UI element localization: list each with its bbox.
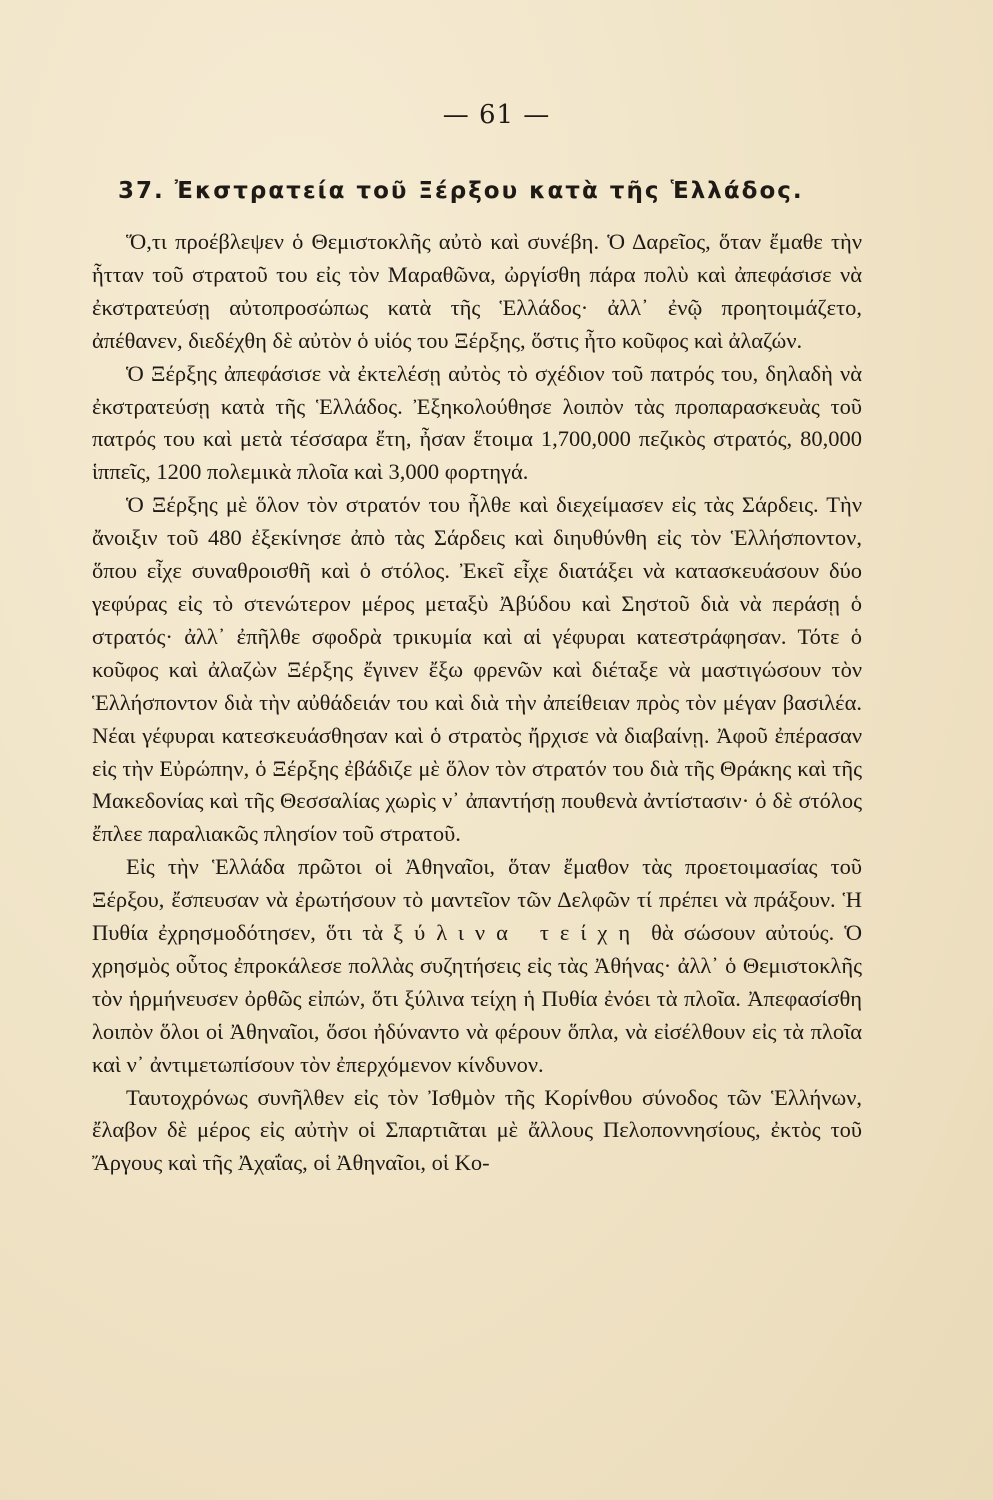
chapter-heading: 37. Ἐκστρατεία τοῦ Ξέρξου κατὰ τῆς Ἑλλάδος.: [118, 178, 804, 204]
paragraph: Ταυτοχρόνως συνῆλθεν εἰς τὸν Ἰσθμὸν τῆς Κορίνθου σύνοδος τῶν Ἑλλήνων, ἔλαβον δὲ μέρος εἰς αὐτὴν οἱ Σπαρτιᾶται μὲ ἄλλους Πελοποννησίους, ἐκτὸς τοῦ Ἄργους καὶ τῆς Ἀχαΐας, οἱ Ἀθηναῖοι, οἱ Κο-: [92, 1084, 862, 1176]
paragraph: Ὅ,τι προέβλεψεν ὁ Θεμιστοκλῆς αὐτὸ καὶ συνέβη. Ὁ Δαρεῖος, ὅταν ἔμαθε τὴν ἧτταν τοῦ στρατοῦ του εἰς τὸν Μαραθῶνα, ὠργίσθη πάρα πολὺ καὶ ἀπεφάσισε νὰ ἐκστρατεύσῃ αὐτοπροσώπως κατὰ τῆς Ἑλλάδος· ἀλλ᾿ ἐνῷ προητοιμάζετο, ἀπέθανεν, διεδέχθη δὲ αὐτὸν ὁ υἱός του Ξέρξης, ὅστις ἦτο κοῦφος καὶ ἀλαζών.: [92, 229, 862, 353]
paragraph-text: Εἰς τὴν Ἑλλάδα πρῶτοι οἱ Ἀθηναῖοι, ὅταν ἔμαθον τὰς προετοιμασίας τοῦ Ξέρξου, ἔσπευσαν νὰ ἐρωτήσουν τὸ μαντεῖον τῶν Δελφῶν τί πρέπει νὰ πράξουν. Ἡ Πυθία ἐχρησμοδότησεν, ὅτι τὰ: [92, 854, 862, 946]
paragraph: Ὁ Ξέρξης ἀπεφάσισε νὰ ἐκτελέσῃ αὐτὸς τὸ σχέδιον τοῦ πατρός του, δηλαδὴ νὰ ἐκστρατεύσῃ κατὰ τῆς Ἑλλάδος. Ἐξηκολούθησε λοιπὸν τὰς προπαρασκευὰς τοῦ πατρός του καὶ μετὰ τέσσαρα ἔτη, ἦσαν ἕτοιμα 1,700,000 πεζικὸς στρατός, 80,000 ἱππεῖς, 1200 πολεμικὰ πλοῖα καὶ 3,000 φορτηγά.: [92, 360, 862, 485]
paragraph: Ὁ Ξέρξης μὲ ὅλον τὸν στρατόν του ἦλθε καὶ διεχείμασεν εἰς τὰς Σάρδεις. Τὴν ἄνοιξιν τοῦ 480 ἐξεκίνησε ἀπὸ τὰς Σάρδεις καὶ διηυθύνθη εἰς τὸν Ἑλλήσποντον, ὅπου εἶχε συναθροισθῆ καὶ ὁ στόλος. Ἐκεῖ εἶχε διατάξει νὰ κατασκευάσουν δύο γεφύρας εἰς τὸ στενώτερον μέρος μεταξὺ Ἀβύδου καὶ Σηστοῦ διὰ νὰ περάσῃ ὁ στρατός· ἀλλ᾿ ἐπῆλθε σφοδρὰ τρικυμία καὶ αἱ γέφυραι κατεστράφησαν. Τότε ὁ κοῦφος καὶ ἀλαζὼν Ξέρξης ἔγινεν ἔξω φρενῶν καὶ διέταξε νὰ μαστιγώσουν τὸν Ἑλλήσποντον διὰ τὴν αὐθάδειάν του καὶ διὰ τὴν ἀπείθειαν πρὸς τὸν μέγαν βασιλέα. Νέαι γέφυραι κατεσκευάσθησαν καὶ ὁ στρατὸς ἤρχισε νὰ διαβαίνῃ. Ἀφοῦ ἐπέρασαν εἰς τὴν Εὐρώπην, ὁ Ξέρξης ἐβάδιζε μὲ ὅλον τὸν στρατόν του διὰ τῆς Θράκης καὶ τῆς Μακεδονίας καὶ τῆς Θεσσαλίας χωρὶς ν᾿ ἀπαντήσῃ πουθενὰ ἀντίστασιν· ὁ δὲ στόλος ἔπλεε παραλιακῶς πλησίον τοῦ στρατοῦ.: [92, 492, 862, 847]
emphasized-text: ξύλινα τείχη: [393, 920, 642, 946]
paragraph: [92, 851, 862, 1081]
paragraph-text: θὰ σώσουν αὐτούς. Ὁ χρησμὸς οὗτος ἐπροκάλεσε πολλὰς συζητήσεις εἰς τὰς Ἀθήνας· ἀλλ᾿ ὁ Θεμιστοκλῆς τὸν ἡρμήνευσεν ὀρθῶς εἰπών, ὅτι ξύλινα τείχη ἡ Πυθία ἐνόει τὰ πλοῖα. Ἀπεφασίσθη λοιπὸν ὅλοι οἱ Ἀθηναῖοι, ὅσοι ἠδύναντο νὰ φέρουν ὅπλα, νὰ εἰσέλθουν εἰς τὰ πλοῖα καὶ ν᾿ ἀντιμετωπίσουν τὸν ἐπερχόμενον κίνδυνον.: [92, 920, 862, 1077]
body-text: [92, 226, 862, 1180]
page-number: — 61 —: [442, 100, 551, 130]
